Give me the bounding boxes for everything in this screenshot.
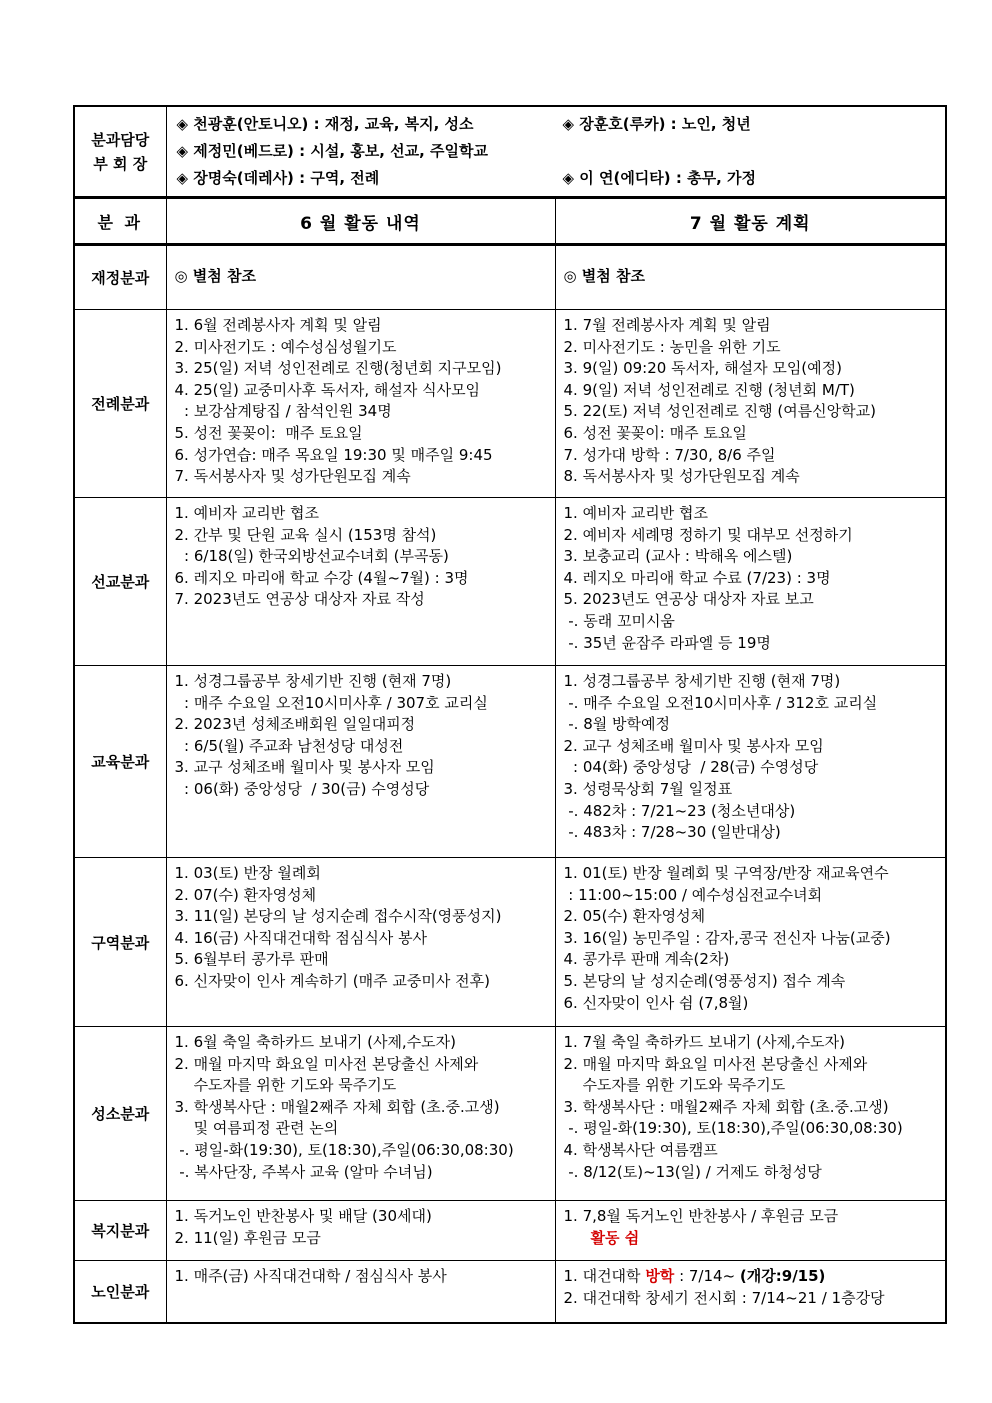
vocation-july-line: 4. 학생복사단 여름캠프 (563, 1140, 718, 1159)
education-june-line: : 6/5(월) 주교좌 남천성당 대성전 (174, 736, 404, 755)
dept-vocation: 성소분과 (74, 1027, 166, 1201)
district-july-line: 4. 콩가루 판매 계속(2차) (563, 950, 730, 969)
senior-july-line: 2. 대건대학 창세기 전시회 : 7/14~21 / 1층강당 (563, 1288, 885, 1307)
row-senior (74, 1261, 946, 1323)
vocation-july-line: 1. 7월 축일 축하카드 보내기 (사제,수도자) (563, 1033, 846, 1051)
district-july-line: 1. 01(토) 반장 월례회 및 구역장/반장 재교육연수 (563, 864, 889, 882)
education-july-line: -. 482차 : 7/21~23 (청소년대상) (563, 801, 796, 820)
education-july-line: 2. 교구 성체조배 월미사 및 봉사자 모임 (563, 736, 824, 755)
education-july-line: -. 483차 : 7/28~30 (일반대상) (563, 823, 781, 842)
vp-entry: ◈ 이 연(에디타) : 총무, 가정 (562, 169, 756, 187)
liturgy-june-line: 5. 성전 꽃꽂이: 매주 토요일 (174, 423, 363, 442)
vp-line (177, 165, 946, 192)
liturgy-june (166, 310, 555, 498)
liturgy-july-line: 6. 성전 꽃꽂이: 매주 토요일 (563, 423, 747, 442)
education-july-line: 1. 성경그룹공부 창세기반 진행 (현재 7명) (563, 672, 841, 690)
vp-entry: ◈ 장훈호(루카) : 노인, 청년 (562, 115, 751, 133)
vocation-july-line: 2. 매월 마지막 화요일 미사전 본당출신 사제와 (563, 1054, 868, 1073)
vp-line (177, 138, 946, 165)
mission-june-line: 1. 예비자 교리반 협조 (174, 504, 320, 522)
mission-july-line: -. 35년 윤잠주 라파엘 등 19명 (563, 633, 771, 652)
district-july-line: : 11:00~15:00 / 예수성심전교수녀회 (563, 885, 823, 904)
header-june: 6 월 활동 내역 (166, 198, 555, 245)
row-mission (74, 498, 946, 666)
dept-education: 교육분과 (74, 666, 166, 858)
mission-june (166, 498, 555, 666)
senior-july-reopen: (개강:9/15) (739, 1267, 826, 1285)
mission-june-line: 7. 2023년도 연공상 대상자 자료 작성 (174, 590, 425, 609)
mission-june-line: 2. 간부 및 단원 교육 실시 (153명 참석) (174, 525, 437, 544)
liturgy-july-line: 5. 22(토) 저녁 성인전례로 진행 (여름신앙학교) (563, 402, 876, 421)
district-july-line: 6. 신자맞이 인사 쉼 (7,8월) (563, 993, 749, 1012)
education-june (166, 666, 555, 858)
dept-senior: 노인분과 (74, 1261, 166, 1323)
vp-label (74, 106, 166, 198)
vocation-july-line: 3. 학생복사단 : 매월2째주 자체 회합 (초.중.고생) (563, 1097, 889, 1116)
education-june-line: 3. 교구 성체조배 월미사 및 봉사자 모임 (174, 758, 435, 777)
dept-mission: 선교분과 (74, 498, 166, 666)
finance-june (166, 245, 555, 310)
welfare-july (555, 1201, 946, 1261)
education-july-line: -. 8월 방학예정 (563, 715, 670, 734)
mission-july-line: -. 동래 꼬미시움 (563, 611, 675, 630)
district-june-line: 4. 16(금) 사직대건대학 점심식사 봉사 (174, 928, 428, 947)
district-july-line: 2. 05(수) 환자영성체 (563, 907, 706, 926)
liturgy-june-line: 4. 25(일) 교중미사후 독서자, 해설자 식사모임 (174, 380, 481, 399)
vocation-july (555, 1027, 946, 1201)
welfare-june-line: 2. 11(일) 후원금 모금 (174, 1228, 321, 1247)
education-july-line: -. 매주 수요일 오전10시미사후 / 312호 교리실 (563, 693, 878, 712)
liturgy-june-line: : 보강삼계탕집 / 참석인원 34명 (174, 402, 392, 421)
mission-july-line: 3. 보충교리 (교사 : 박해옥 에스텔) (563, 547, 793, 566)
senior-july (555, 1261, 946, 1323)
education-july (555, 666, 946, 858)
welfare-july-line: 1. 7,8월 독거노인 반찬봉사 / 후원금 모금 (563, 1207, 839, 1225)
district-june-line: 5. 6월부터 콩가루 판매 (174, 950, 329, 969)
vocation-july-line: -. 평일-화(19:30), 토(18:30),주일(06:30,08:30) (563, 1119, 903, 1138)
welfare-july-highlight: 활동 쉼 (590, 1228, 640, 1247)
vp-body (166, 106, 946, 198)
district-july (555, 858, 946, 1027)
mission-july-line: 1. 예비자 교리반 협조 (563, 504, 709, 522)
education-july-line: 3. 성령묵상회 7월 일정표 (563, 779, 733, 798)
mission-july (555, 498, 946, 666)
senior-july-text: 1. 대건대학 (563, 1267, 646, 1285)
mission-july-line: 4. 레지오 마리애 학교 수료 (7/23) : 3명 (563, 568, 831, 587)
mission-july-line: 2. 예비자 세례명 정하기 및 대부모 선정하기 (563, 525, 853, 544)
vocation-june-line: -. 평일-화(19:30), 토(18:30),주일(06:30,08:30) (174, 1140, 514, 1159)
district-june-line: 2. 07(수) 환자영성체 (174, 885, 317, 904)
district-june-line: 3. 11(일) 본당의 날 성지순례 접수시작(영풍성지) (174, 907, 502, 926)
vocation-june-line: 및 여름피정 관련 논의 (174, 1119, 339, 1138)
education-june-line: 1. 성경그룹공부 창세기반 진행 (현재 7명) (174, 672, 452, 690)
vp-row (74, 106, 946, 198)
vocation-june-line: 수도자를 위한 기도와 묵주기도 (174, 1076, 397, 1095)
district-july-line: 3. 16(일) 농민주일 : 감자,콩국 전신자 나눔(교중) (563, 928, 891, 947)
finance-june-line: ◎ 별첨 참조 (174, 267, 256, 286)
vocation-june-line: -. 복사단장, 주복사 교육 (알마 수녀님) (174, 1162, 433, 1181)
row-district (74, 858, 946, 1027)
vp-entry: ◈ 제정민(베드로) : 시설, 홍보, 선교, 주일학교 (176, 142, 489, 160)
row-vocation (74, 1027, 946, 1201)
education-june-line: : 매주 수요일 오전10시미사후 / 307호 교리실 (174, 693, 488, 712)
liturgy-june-line: 7. 독서봉사자 및 성가단원모집 계속 (174, 467, 411, 486)
welfare-june-line: 1. 독거노인 반찬봉사 및 배달 (30세대) (174, 1207, 432, 1225)
liturgy-june-line: 3. 25(일) 저녁 성인전례로 진행(청년회 지구모임) (174, 359, 502, 378)
mission-july-line: 5. 2023년도 연공상 대상자 자료 보고 (563, 590, 814, 609)
header-dept: 분 과 (74, 198, 166, 245)
vp-label-line1: 분과담당 (91, 130, 150, 149)
dept-district: 구역분과 (74, 858, 166, 1027)
district-june-line: 6. 신자맞이 인사 계속하기 (매주 교중미사 전후) (174, 971, 490, 990)
vp-entry: ◈ 천광훈(안토니오) : 재정, 교육, 복지, 성소 (176, 115, 474, 133)
finance-july (555, 245, 946, 310)
liturgy-july-line: 8. 독서봉사자 및 성가단원모집 계속 (563, 467, 800, 486)
education-june-line: 2. 2023년 성체조배회원 일일대피정 (174, 715, 416, 734)
liturgy-july-line: 3. 9(일) 09:20 독서자, 해설자 모임(예정) (563, 359, 842, 378)
dept-liturgy: 전례분과 (74, 310, 166, 498)
district-june (166, 858, 555, 1027)
liturgy-july-line: 1. 7월 전례봉사자 계획 및 알림 (563, 316, 771, 334)
vp-label-line2: 부 회 장 (93, 154, 148, 173)
senior-july-highlight: 방학 (645, 1267, 675, 1285)
education-june-line: : 06(화) 중앙성당 / 30(금) 수영성당 (174, 779, 430, 798)
row-liturgy (74, 310, 946, 498)
mission-june-line: 6. 레지오 마리애 학교 수강 (4월~7월) : 3명 (174, 568, 469, 587)
liturgy-july-line: 4. 9(일) 저녁 성인전례로 진행 (청년회 M/T) (563, 380, 855, 399)
vocation-june (166, 1027, 555, 1201)
senior-july-text: : 7/14~ (674, 1267, 740, 1285)
vocation-june-line: 2. 매월 마지막 화요일 미사전 본당출신 사제와 (174, 1054, 479, 1073)
liturgy-june-line: 1. 6월 전례봉사자 계획 및 알림 (174, 316, 382, 334)
liturgy-july (555, 310, 946, 498)
district-june-line: 1. 03(토) 반장 월례회 (174, 864, 321, 882)
dept-welfare: 복지분과 (74, 1201, 166, 1261)
vocation-july-line: -. 8/12(토)~13(일) / 거제도 하청성당 (563, 1162, 822, 1181)
row-education (74, 666, 946, 858)
dept-finance: 재정분과 (74, 245, 166, 310)
liturgy-july-line: 7. 성가대 방학 : 7/30, 8/6 주일 (563, 445, 776, 464)
senior-june (166, 1261, 555, 1323)
finance-july-line: ◎ 별첨 참조 (563, 267, 645, 286)
header-july: 7 월 활동 계획 (555, 198, 946, 245)
senior-july-line (564, 1266, 942, 1288)
senior-june-line: 1. 매주(금) 사직대건대학 / 점심식사 봉사 (174, 1267, 447, 1285)
vp-line (177, 111, 946, 138)
header-row (74, 198, 946, 245)
vocation-july-line: 수도자를 위한 기도와 묵주기도 (563, 1076, 786, 1095)
liturgy-june-line: 6. 성가연습: 매주 목요일 19:30 및 매주일 9:45 (174, 445, 493, 464)
mission-june-line: : 6/18(일) 한국외방선교수녀회 (부곡동) (174, 547, 449, 566)
row-welfare (74, 1201, 946, 1261)
education-july-line: : 04(화) 중앙성당 / 28(금) 수영성당 (563, 758, 819, 777)
vocation-june-line: 3. 학생복사단 : 매월2째주 자체 회합 (초.중.고생) (174, 1097, 500, 1116)
liturgy-june-line: 2. 미사전기도 : 예수성심성월기도 (174, 337, 397, 356)
welfare-june (166, 1201, 555, 1261)
liturgy-july-line: 2. 미사전기도 : 농민을 위한 기도 (563, 337, 781, 356)
vp-entry: ◈ 장명숙(데레사) : 구역, 전례 (176, 169, 380, 187)
district-july-line: 5. 본당의 날 성지순례(영풍성지) 접수 계속 (563, 971, 846, 990)
row-finance (74, 245, 946, 310)
activity-table (73, 105, 947, 1324)
vocation-june-line: 1. 6월 축일 축하카드 보내기 (사제,수도자) (174, 1033, 457, 1051)
